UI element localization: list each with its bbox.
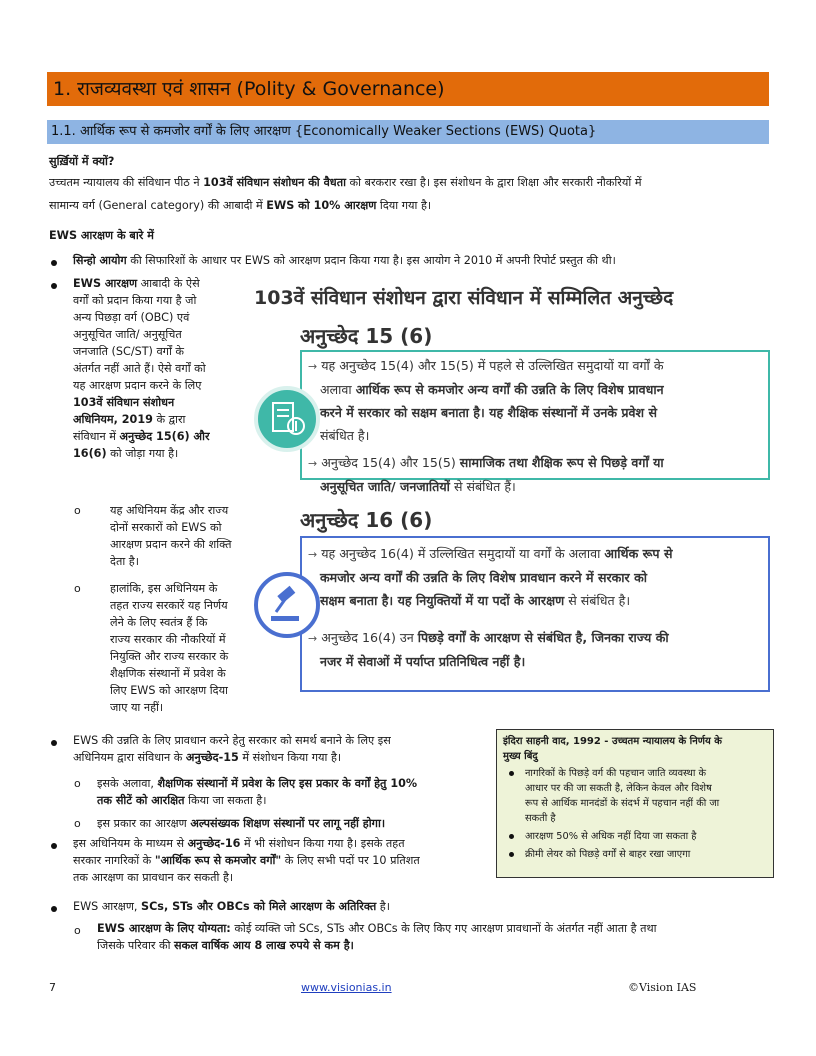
sidebox-title: इंदिरा साहनी वाद, 1992 - उच्चतम न्यायालय के निर्णय के मुख्य बिंदु: [503, 736, 722, 762]
about-bullet-5-sub: EWS आरक्षण के लिए योग्यता: कोई व्यक्ति जो SCs, STs और OBCs के लिए किए गए आरक्षण प्रावधानों के अंतर्गत नहीं आता है तथा जिसके परिवार की सकल वार्षिक आय 8 लाख रुपये से कम है।: [97, 922, 657, 952]
section-heading: 1. राजव्यवस्था एवं शासन (Polity & Governance): [47, 72, 769, 106]
copyright: ©Vision IAS: [628, 981, 697, 994]
news-line-2: सामान्य वर्ग (General category) की आबादी में EWS को 10% आरक्षण दिया गया है।: [49, 199, 432, 212]
arrow-icon: →: [308, 548, 318, 561]
infographic-title: 103वें संविधान संशोधन द्वारा संविधान में सम्मिलित अनुच्छेद: [254, 287, 674, 309]
sub-bullet-marker: o: [74, 777, 81, 790]
arrow-icon: →: [308, 632, 318, 645]
bullet: [51, 906, 57, 912]
about-sub-bullet-2: हालांकि, इस अधिनियम के तहत राज्य सरकारें यह निर्णय लेने के लिए स्वतंत्र हैं कि राज्य सरकार की नौकरियों में नियुक्ति और राज्य सरकार के शैक्षणिक संस्थानों में प्रवेश के लिए EWS को आरक्षण दिया जाए या नहीं।: [110, 582, 229, 714]
bullet: [51, 260, 57, 266]
about-bullet-5: EWS आरक्षण, SCs, STs और OBCs को मिले आरक्षण के अतिरिक्त है।: [73, 900, 390, 913]
about-bullet-3-sub-1: इसके अलावा, शैक्षणिक संस्थानों में प्रवेश के लिए इस प्रकार के वर्गों हेतु 10% तक सीटें को आरक्षित किया जा सकता है।: [97, 777, 418, 807]
about-bullet-4: इस अधिनियम के माध्यम से अनुच्छेद-16 में भी संशोधन किया गया है। इसके तहत सरकार नागरिकों के "आर्थिक रूप से कमजोर वर्गों" के लिए सभी पदों पर 10 प्रतिशत तक आरक्षण का प्रावधान कर सकती है।: [73, 837, 420, 884]
subsection-heading: 1.1. आर्थिक रूप से कमजोर वर्गों के लिए आरक्षण {Economically Weaker Sections (EWS) Quota}: [47, 120, 769, 144]
bullet: [509, 852, 514, 857]
news-line-1: उच्चतम न्यायालय की संविधान पीठ ने 103वें संविधान संशोधन की वैधता को बरकरार रखा है। इस संशोधन के द्वारा शिक्षा और सरकारी नौकरियों में: [49, 176, 642, 189]
news-title: सुर्ख़ियों में क्यों?: [49, 155, 115, 168]
bullet: [509, 834, 514, 839]
website-link[interactable]: www.visionias.in: [301, 981, 392, 994]
bullet: [51, 843, 57, 849]
indira-sahni-case-box: [496, 729, 774, 878]
about-bullet-3-sub-2: इस प्रकार का आरक्षण अल्पसंख्यक शिक्षण संस्थानों पर लागू नहीं होगा।: [97, 817, 386, 830]
about-bullet-1: सिन्हो आयोग की सिफारिशों के आधार पर EWS को आरक्षण प्रदान किया गया है। इस आयोग ने 2010 में अपनी रिपोर्ट प्रस्तुत की थी।: [73, 254, 616, 267]
bullet: [51, 740, 57, 746]
about-title: EWS आरक्षण के बारे में: [49, 229, 154, 242]
article-15-6-text: → यह अनुच्छेद 15(4) और 15(5) में पहले से उल्लिखित समुदायों या वर्गों के अलावा आर्थिक रूप से कमजोर अन्य वर्गों की उन्नति के लिए विशेष प्रावधान करने में सरकार को सक्षम बनाता है। यह शैक्षिक संस्थानों में उनके प्रवेश से संबंधित है। → अनुच्छेद 15(4) और 15(5) सामाजिक तथा शैक्षिक रूप से पिछड़े वर्गों या अनुसूचित जाति/ जनजातियों से संबंधित हैं।: [308, 358, 664, 494]
sub-bullet-marker: o: [74, 924, 81, 937]
bullet: [51, 283, 57, 289]
arrow-icon: →: [308, 360, 318, 373]
about-bullet-2: EWS आरक्षण आबादी के ऐसे वर्गों को प्रदान किया गया है जो अन्य पिछड़ा वर्ग (OBC) एवं अनुसूचित जाति/ अनुसूचित जनजाति (SC/ST) वर्गों के अंतर्गत नहीं आते हैं। ऐसे वर्गों को यह आरक्षण प्रदान करने के लिए 103वें संविधान संशोधन अधिनियम, 2019 के द्वारा संविधान में अनुच्छेद 15(6) और 16(6) को जोड़ा गया है।: [73, 277, 210, 460]
sidebox-item: क्रीमी लेयर को पिछड़े वर्गों से बाहर रखा जाएगा: [503, 847, 767, 862]
article-15-6-heading: अनुच्छेद 15 (6): [300, 324, 433, 348]
sub-bullet-marker: o: [74, 504, 81, 517]
arrow-icon: →: [308, 457, 318, 470]
sub-bullet-marker: o: [74, 817, 81, 830]
about-bullet-3: EWS की उन्नति के लिए प्रावधान करने हेतु सरकार को समर्थ बनाने के लिए इस अधिनियम द्वारा संविधान के अनुच्छेद-15 में संशोधन किया गया है।: [73, 734, 391, 764]
sub-bullet-marker: o: [74, 582, 81, 595]
sidebox-item: नागरिकों के पिछड़े वर्ग की पहचान जाति व्यवस्था के आधार पर की जा सकती है, लेकिन केवल और विशेष रूप से आर्थिक मानदंडों के संदर्भ में पहचान नहीं की जा सकती है: [503, 766, 767, 826]
about-sub-bullet-1: यह अधिनियम केंद्र और राज्य दोनों सरकारों को EWS को आरक्षण प्रदान करने की शक्ति देता है।: [110, 504, 232, 568]
bullet: [509, 771, 514, 776]
articles-infographic: [240, 282, 770, 694]
article-16-6-heading: अनुच्छेद 16 (6): [300, 508, 433, 532]
article-16-6-text: → यह अनुच्छेद 16(4) में उल्लिखित समुदायों या वर्गों के अलावा आर्थिक रूप से कमजोर अन्य वर्गों की उन्नति के लिए विशेष प्रावधान करने में सरकार को सक्षम बनाता है। यह नियुक्तियों में या पदों के आरक्षण से संबंधित है। → अनुच्छेद 16(4) उन पिछड़े वर्गों के आरक्षण से संबंधित है, जिनका राज्य की नजर में सेवाओं में पर्याप्त प्रतिनिधित्व नहीं है।: [308, 546, 673, 669]
sidebox-item: आरक्षण 50% से अधिक नहीं दिया जा सकता है: [503, 829, 767, 844]
page-number: 7: [49, 981, 56, 994]
